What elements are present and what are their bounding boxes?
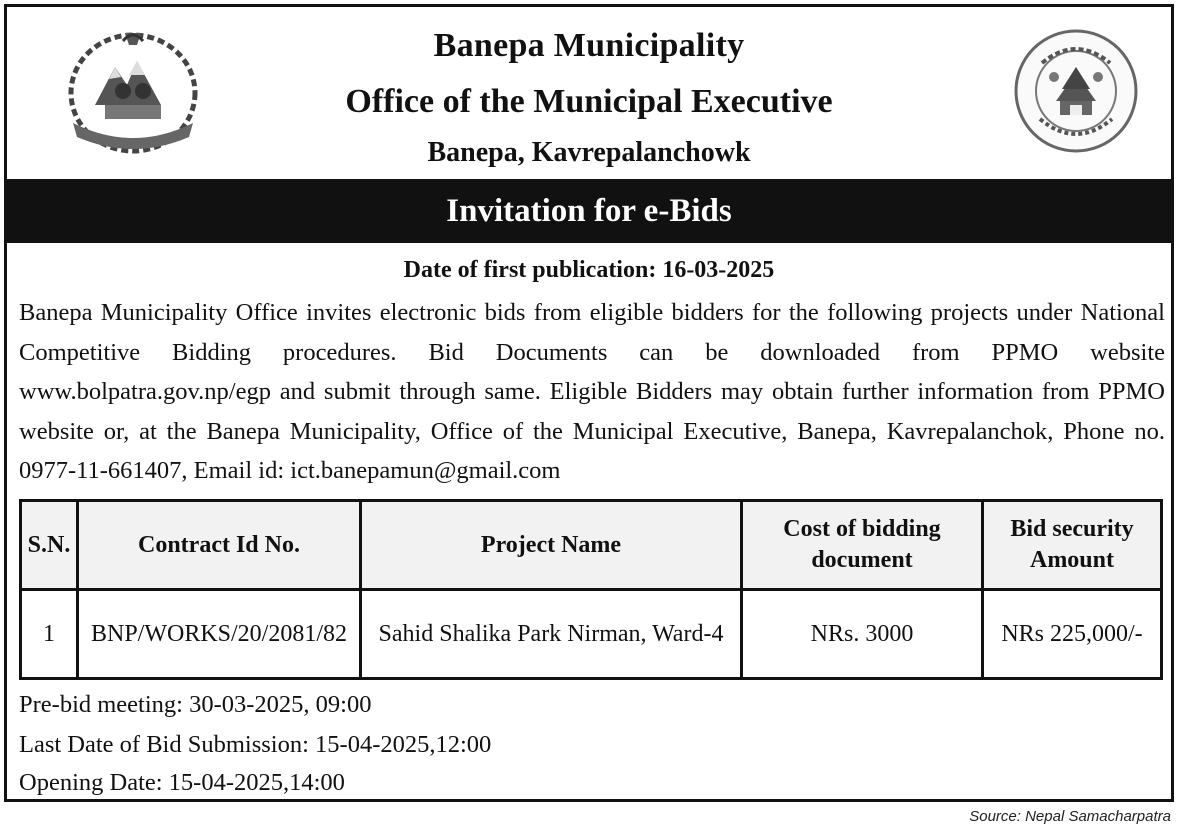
source-credit: Source: Nepal Samacharpatra [969, 808, 1171, 825]
table-row [21, 590, 1162, 679]
notice-header [7, 7, 1171, 179]
last-submission-date: Last Date of Bid Submission: 15-04-2025,12:00 [19, 731, 492, 758]
header-sn: S.N. [21, 501, 78, 590]
header-cost-line1: Cost of bidding [783, 516, 941, 542]
municipality-seal-icon [1012, 27, 1140, 155]
header-project-name: Project Name [361, 501, 742, 590]
header-contract-id: Contract Id No. [78, 501, 361, 590]
cell-contract-id: BNP/WORKS/20/2081/82 [78, 590, 361, 679]
publication-date: Date of first publication: 16-03-2025 [403, 257, 775, 283]
notice-frame [4, 4, 1174, 802]
cell-sn: 1 [21, 590, 78, 679]
header-security [983, 501, 1162, 590]
office-address: Banepa, Kavrepalanchowk [427, 137, 751, 168]
cell-project-name: Sahid Shalika Park Nirman, Ward-4 [361, 590, 742, 679]
bids-table [19, 499, 1163, 680]
pre-bid-meeting: Pre-bid meeting: 30-03-2025, 09:00 [19, 691, 372, 718]
notice-body-text: Banepa Municipality Office invites electronic bids from eligible bidders for the following projects under National Competitive Bidding procedures. Bid Documents can be downloaded from PPMO website www.bolpatra.gov.np/egp and submit through same. Eligible Bidders may obtain further information from PPMO website or, at the Banepa Municipality, Office of the Municipal Executive, Banepa, Kavrepalanchok, Phone no. 0977-11-661407, Email id: ict.banepamun@gmail.com [19, 299, 1165, 484]
cell-security: NRs 225,000/- [983, 590, 1162, 679]
header-security-line1: Bid security [1010, 516, 1134, 542]
cell-cost: NRs. 3000 [742, 590, 983, 679]
notice-title-banner: Invitation for e-Bids [7, 179, 1171, 243]
office-name: Office of the Municipal Executive [345, 83, 833, 120]
header-security-line2: Amount [1029, 547, 1114, 573]
header-cost [742, 501, 983, 590]
table-header-row [21, 501, 1162, 590]
header-cost-line2: document [811, 547, 913, 573]
opening-date: Opening Date: 15-04-2025,14:00 [19, 769, 345, 796]
municipality-name: Banepa Municipality [433, 27, 745, 64]
